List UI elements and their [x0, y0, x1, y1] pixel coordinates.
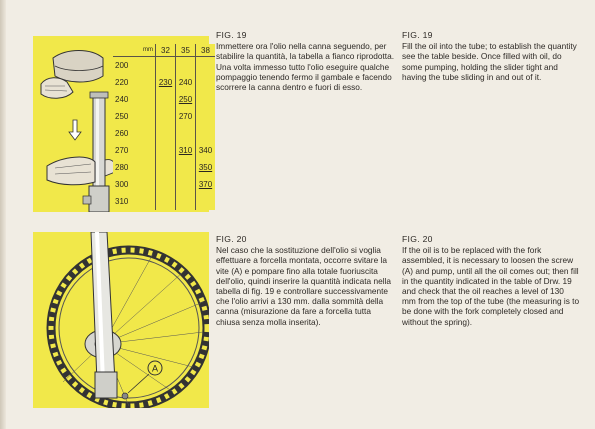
fig19-english-caption: FIG. 19 — [402, 30, 433, 40]
table-cell — [156, 125, 176, 142]
fig20-italian-caption: FIG. 20 — [216, 234, 247, 244]
page-spine-shadow — [0, 0, 6, 429]
table-row — [113, 125, 215, 142]
mm-value: 260 — [115, 129, 129, 138]
table-row — [113, 176, 215, 193]
table-cell — [176, 57, 196, 75]
column-header: 32 — [156, 44, 176, 57]
table-header-row — [113, 44, 215, 57]
table-cell — [156, 176, 176, 193]
callout-a-label: A — [151, 363, 159, 374]
table-cell — [176, 193, 196, 210]
table-cell — [196, 74, 216, 91]
table-cell: 350 — [196, 159, 216, 176]
table-row — [113, 57, 215, 75]
mm-value: 240 — [115, 95, 129, 104]
fig19-english-body: Fill the oil into the tube; to establish the quantity see the table beside. Once filled with oil, do some pumping, holding the slider tight and having the tube sliding in and out of it. — [402, 41, 577, 82]
table-row — [113, 91, 215, 108]
table-cell — [196, 193, 216, 210]
fig20-italian-body: Nel caso che la sostituzione dell'olio si voglia effettuare a forcella montata, occorre svitare la vite (A) e pompare fino alla totale fuoriuscita dell'olio, quindi inserire la quantità indicata nella tabella di fig. 19 e controllare successivamente che l'olio arrivi a 130 mm. dalla sommità della canna (misurazione da fare a forcella tutta chiusa senza molla inserita). — [216, 245, 392, 327]
fig19-italian-caption: FIG. 19 — [216, 30, 247, 40]
table-cell: 250 — [176, 91, 196, 108]
table-cell: 270 — [176, 108, 196, 125]
table-cell: 230 — [156, 74, 176, 91]
front-wheel-fork-drawing — [33, 232, 209, 408]
fig20-english-body: If the oil is to be replaced with the fork assembled, it is necessary to loosen the screw (A) and pump, until all the oil comes out; then fill in the quantity indicated in the table of Drw. 19 and check that the oil reaches a level of 130 mm from the top of the tube (the measuring is to be done with the fork completely closed and without the spring). — [402, 245, 580, 327]
table-cell — [156, 91, 176, 108]
table-cell: 370 — [196, 176, 216, 193]
table-cell — [156, 57, 176, 75]
mm-value: 220 — [115, 78, 129, 87]
column-header: 38 — [196, 44, 216, 57]
table-cell — [176, 159, 196, 176]
table-cell — [176, 176, 196, 193]
table-cell: 240 — [176, 74, 196, 91]
table-row — [113, 193, 215, 210]
fig20-illustration — [33, 232, 209, 408]
mm-value: 280 — [115, 163, 129, 172]
mm-value: 310 — [115, 197, 129, 206]
table-row — [113, 159, 215, 176]
table-cell — [156, 142, 176, 159]
unit-label: mm — [113, 44, 156, 57]
mm-value: 200 — [115, 61, 129, 70]
fig19-english-text — [402, 30, 580, 82]
table-cell — [196, 108, 216, 125]
table-cell — [196, 91, 216, 108]
fig19-italian-body: Immettere ora l'olio nella canna seguendo, per stabilire la quantità, la tabella a fianco riprodotta. Una volta immesso tutto l'olio eseguire qualche pompaggio tenendo fermo il gambale e facendo scorrere la canna dentro e fuori di esso. — [216, 41, 395, 93]
fig20-italian-text — [216, 234, 396, 327]
fig20-english-caption: FIG. 20 — [402, 234, 433, 244]
fig19-italian-text — [216, 30, 396, 92]
table-row — [113, 108, 215, 125]
table-cell — [156, 193, 176, 210]
table-cell — [196, 57, 216, 75]
table-cell — [156, 108, 176, 125]
mm-value: 300 — [115, 180, 129, 189]
fig20-english-text — [402, 234, 580, 327]
table-cell — [176, 125, 196, 142]
table-row — [113, 142, 215, 159]
table-cell: 340 — [196, 142, 216, 159]
mm-value: 270 — [115, 146, 129, 155]
oil-quantity-table — [113, 44, 215, 210]
table-row — [113, 74, 215, 91]
table-cell — [196, 125, 216, 142]
mm-value: 250 — [115, 112, 129, 121]
table-cell: 310 — [176, 142, 196, 159]
column-header: 35 — [176, 44, 196, 57]
table-cell — [156, 159, 176, 176]
